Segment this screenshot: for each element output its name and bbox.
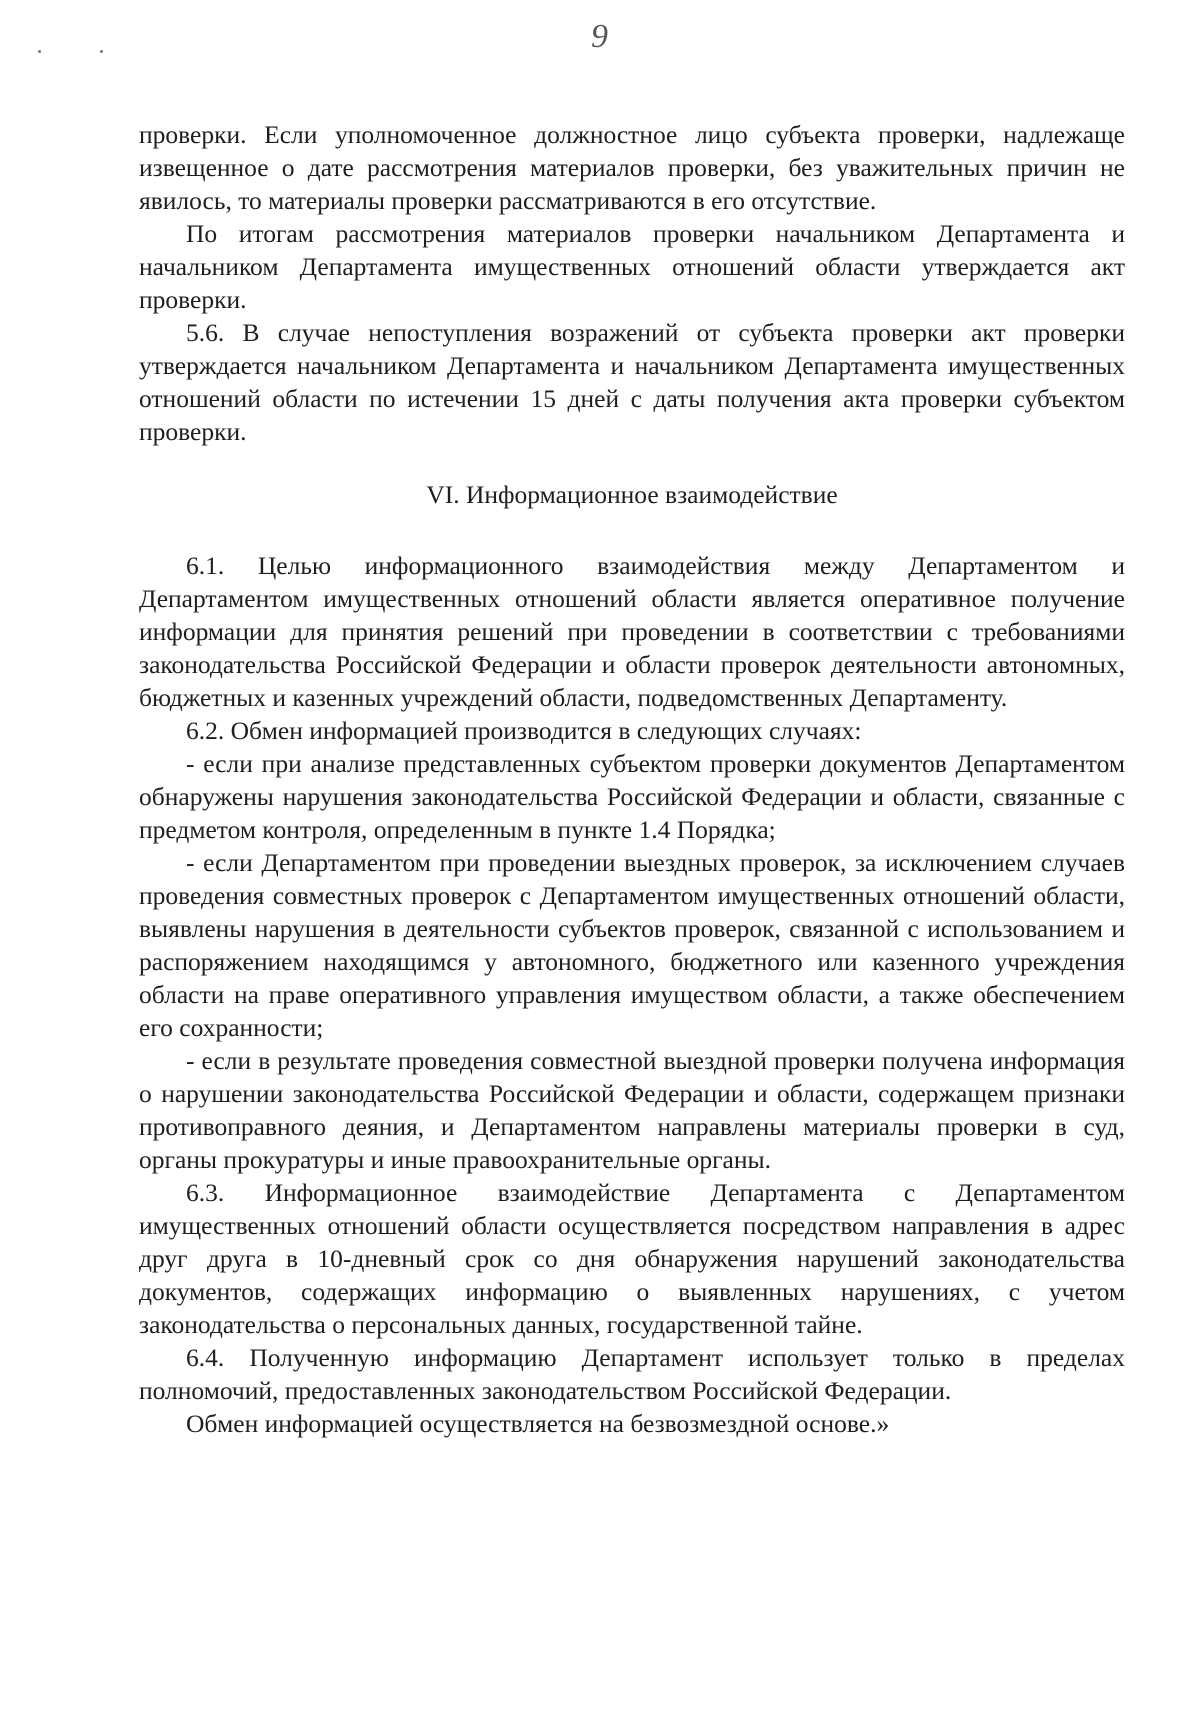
paragraph: По итогам рассмотрения материалов проверки начальником Департамента и начальником Департамента имущественных отношений области утверждается акт проверки.	[139, 219, 1125, 314]
paragraph: 6.4. Полученную информацию Департамент использует только в пределах полномочий, предоставленных законодательством Российской Федерации.	[139, 1343, 1125, 1405]
document-body	[139, 118, 1125, 1440]
paragraph: проверки. Если уполномоченное должностное лицо субъекта проверки, надлежаще извещенное о дате рассмотрения материалов проверки, без уважительных причин не явилось, то материалы проверки рассматриваются в его отсутствие.	[139, 120, 1125, 215]
section-heading: VI. Информационное взаимодействие	[426, 480, 838, 509]
paragraph: 6.3. Информационное взаимодействие Департамента с Департаментом имущественных отношений области осуществляется посредством направления в адрес друг друга в 10-дневный срок со дня обнаружения нарушений законодательства документов, содержащих информацию о выявленных нарушениях, с учетом законодательства о персональных данных, государственной тайне.	[139, 1178, 1125, 1339]
list-item: - если при анализе представленных субъектом проверки документов Департаментом обнаружены нарушения законодательства Российской Федерации и области, связанные с предметом контроля, определенным в пункте 1.4 Порядка;	[139, 749, 1125, 844]
paragraph: Обмен информацией осуществляется на безвозмездной основе.»	[186, 1409, 890, 1438]
paragraph: 5.6. В случае непоступления возражений от субъекта проверки акт проверки утверждается начальником Департамента и начальником Департамента имущественных отношений области по истечении 15 дней с даты получения акта проверки субъектом проверки.	[139, 318, 1125, 446]
page-number: 9	[591, 18, 609, 55]
list-item: - если в результате проведения совместной выездной проверки получена информация о нарушении законодательства Российской Федерации и области, содержащем признаки противоправного деяния, и Департаментом направлены материалы проверки в суд, органы прокуратуры и иные правоохранительные органы.	[139, 1046, 1125, 1174]
paragraph: 6.2. Обмен информацией производится в следующих случаях:	[186, 716, 862, 745]
list-item: - если Департаментом при проведении выездных проверок, за исключением случаев проведения совместных проверок с Департаментом имущественных отношений области, выявлены нарушения в деятельности субъектов проверок, связанной с использованием и распоряжением находящимся у автономного, бюджетного или казенного учреждения области на праве оперативного управления имуществом области, а также обеспечением его сохранности;	[139, 848, 1125, 1042]
paragraph: 6.1. Целью информационного взаимодействия между Департаментом и Департаментом имущественных отношений области является оперативное получение информации для принятия решений при проведении в соответствии с требованиями законодательства Российской Федерации и области проверок деятельности автономных, бюджетных и казенных учреждений области, подведомственных Департаменту.	[139, 551, 1125, 712]
